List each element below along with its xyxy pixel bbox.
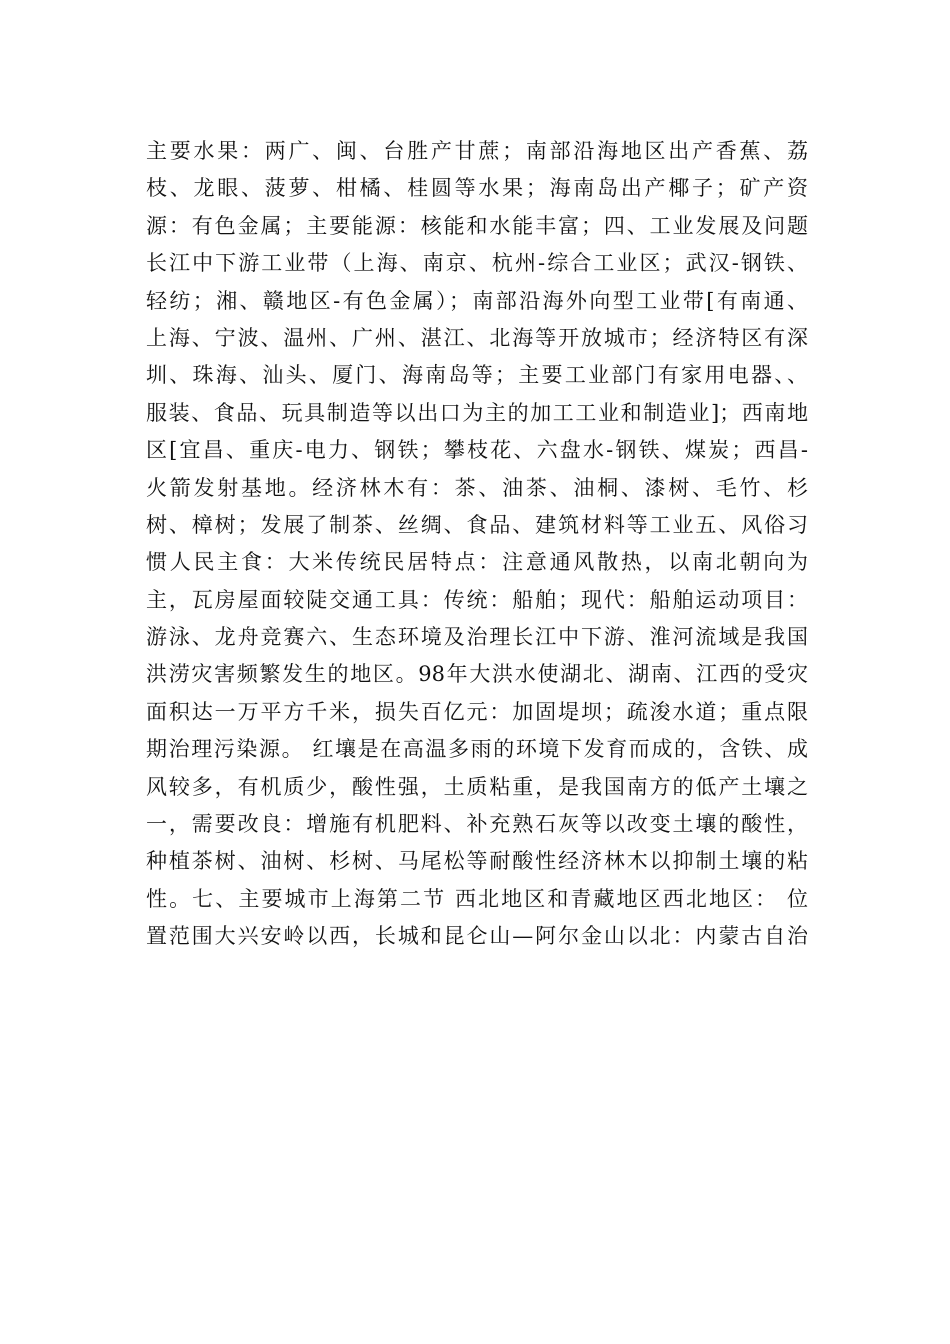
text-line: 洪涝灾害频繁发生的地区。98年大洪水使湖北、湖南、江西的受灾 bbox=[146, 662, 808, 687]
text-line: 上海、宁波、温州、广州、湛江、北海等开放城市；经济特区有深 bbox=[146, 325, 808, 350]
text-line: 风较多，有机质少，酸性强，土质粘重，是我国南方的低产土壤之 bbox=[146, 774, 808, 799]
body-text bbox=[146, 133, 808, 956]
text-line: 主，瓦房屋面较陡交通工具：传统：船舶；现代：船舶运动项目： bbox=[146, 587, 808, 612]
text-line: 火箭发射基地。经济林木有：茶、油茶、油桐、漆树、毛竹、杉 bbox=[146, 475, 808, 500]
text-line: 轻纺；湘、赣地区-有色金属）；南部沿海外向型工业带[有南通、 bbox=[146, 288, 808, 313]
text-line: 种植茶树、油树、杉树、马尾松等耐酸性经济林木以抑制土壤的粘 bbox=[146, 849, 808, 874]
text-line: 圳、珠海、汕头、厦门、海南岛等；主要工业部门有家用电器、、 bbox=[146, 363, 808, 388]
text-line: 面积达一万平方千米，损失百亿元：加固堤坝；疏浚水道；重点限 bbox=[146, 699, 808, 724]
text-line: 期治理污染源。 红壤是在高温多雨的环境下发育而成的，含铁、成 bbox=[146, 737, 808, 762]
text-line: 主要水果：两广、闽、台胜产甘蔗；南部沿海地区出产香蕉、荔 bbox=[146, 139, 808, 163]
text-line: 置范围大兴安岭以西，长城和昆仑山—阿尔金山以北：内蒙古自治 bbox=[146, 924, 808, 949]
text-line: 枝、龙眼、菠萝、柑橘、桂圆等水果；海南岛出产椰子；矿产资 bbox=[146, 176, 808, 201]
text-line: 惯人民主食：大米传统民居特点：注意通风散热，以南北朝向为 bbox=[146, 550, 808, 575]
text-line: 区[宜昌、重庆-电力、钢铁；攀枝花、六盘水-钢铁、煤炭；西昌- bbox=[146, 438, 808, 463]
text-line: 树、樟树；发展了制茶、丝绸、食品、建筑材料等工业五、风俗习 bbox=[146, 512, 808, 537]
text-line: 服装、食品、玩具制造等以出口为主的加工工业和制造业]；西南地 bbox=[146, 400, 808, 425]
text-line: 游泳、龙舟竞赛六、生态环境及治理长江中下游、淮河流域是我国 bbox=[146, 625, 808, 650]
text-line: 源：有色金属；主要能源：核能和水能丰富；四、工业发展及问题 bbox=[146, 213, 808, 238]
text-line: 长江中下游工业带（上海、南京、杭州-综合工业区；武汉-钢铁、 bbox=[146, 251, 808, 276]
text-line: 一，需要改良：增施有机肥料、补充熟石灰等以改变土壤的酸性， bbox=[146, 812, 808, 837]
text-line: 性。七、主要城市上海第二节 西北地区和青藏地区西北地区： 位 bbox=[146, 886, 808, 911]
